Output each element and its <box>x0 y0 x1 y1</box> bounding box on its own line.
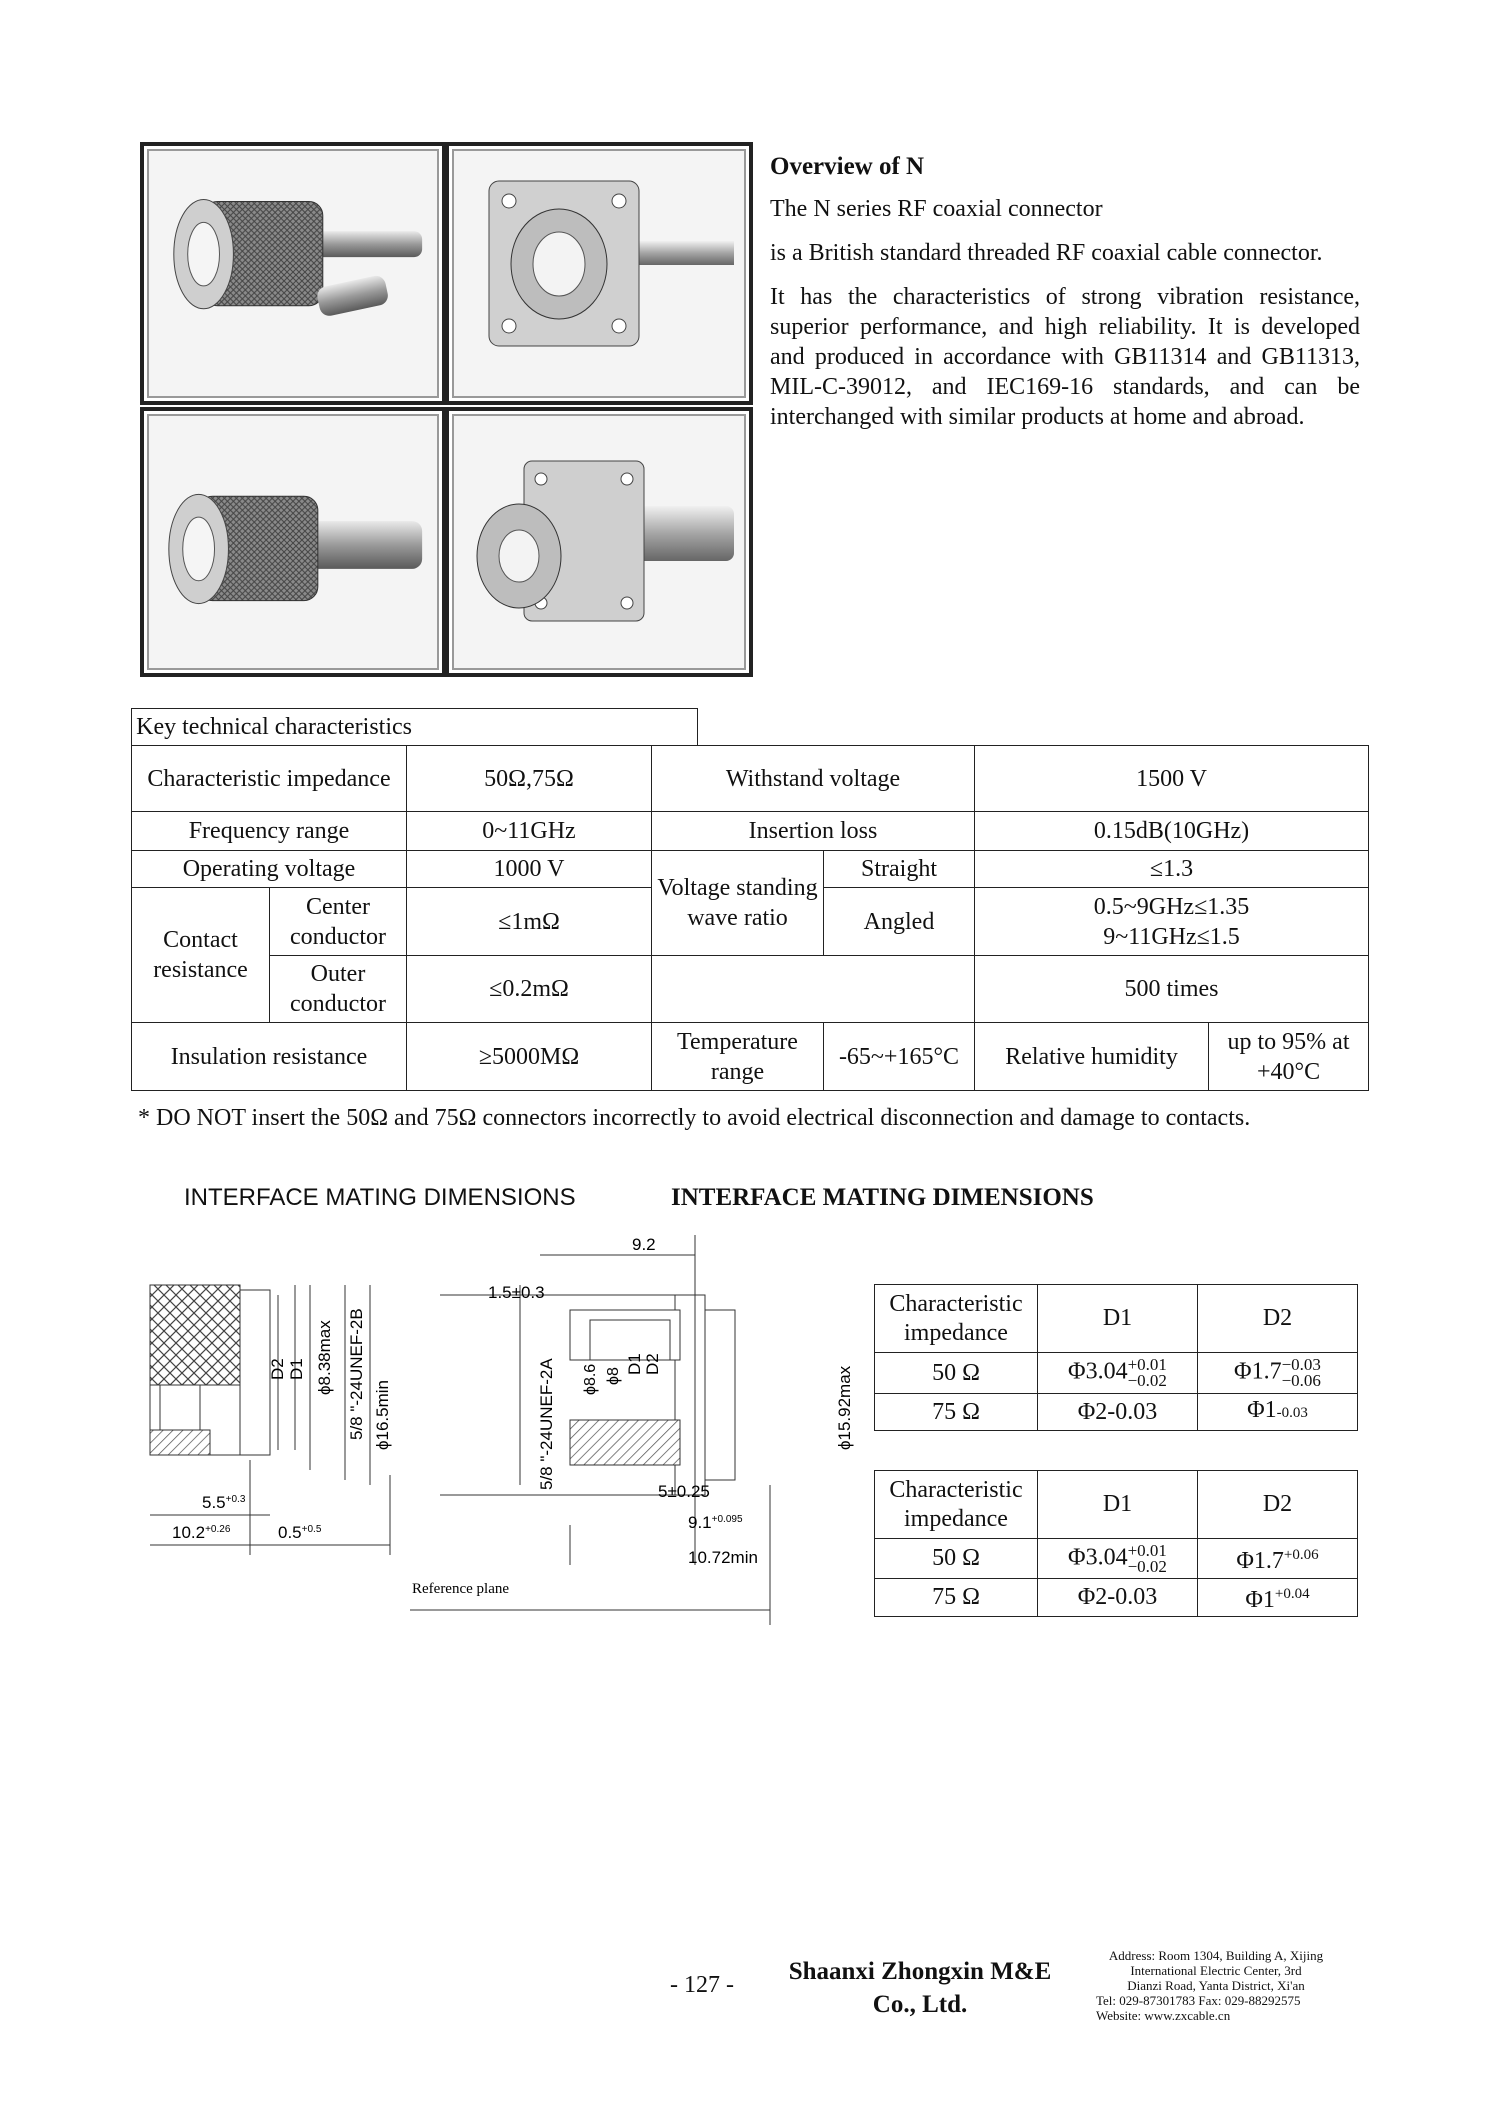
dim-5: 5±0.25 <box>658 1482 710 1501</box>
value-characteristic-impedance: 50Ω,75Ω <box>407 746 652 812</box>
dim-phi1592: ϕ15.92max <box>835 1365 854 1450</box>
dim-table-1-row-75-imp: 75 Ω <box>875 1394 1038 1431</box>
label-straight: Straight <box>824 851 975 888</box>
label-angled: Angled <box>824 888 975 956</box>
value-center-conductor: ≤1mΩ <box>407 888 652 956</box>
dim-d2-right: D2 <box>643 1353 662 1375</box>
dim-table-1-row-50-imp: 50 Ω <box>875 1353 1038 1394</box>
dim-91: $9.1^{+0.095}$ <box>688 1513 743 1532</box>
label-insulation-resistance: Insulation resistance <box>132 1023 407 1091</box>
reference-plane-label: Reference plane <box>412 1581 510 1597</box>
dim-d1-right: D1 <box>625 1353 644 1375</box>
dim-table-1-row-50-d2: Φ1.7−0.03 −0.06 <box>1198 1353 1358 1394</box>
label-temperature-range: Temperature range <box>652 1023 824 1091</box>
value-operating-voltage: 1000 V <box>407 851 652 888</box>
dim-table-1-header-d1: D1 <box>1038 1285 1198 1353</box>
empty-cell <box>652 956 975 1023</box>
value-angled-line-2: 9~11GHz≤1.5 <box>1103 923 1240 950</box>
dim-phi8: ϕ8 <box>605 1367 622 1385</box>
dimension-table-1 <box>874 1284 1358 1431</box>
label-withstand-voltage: Withstand voltage <box>652 746 975 812</box>
dim-table-2-row-75-d1: Φ2-0.03 <box>1038 1579 1198 1617</box>
company-name: Shaanxi Zhongxin M&E Co., Ltd. <box>788 1958 1052 2018</box>
dim-102: $10.2^{+0.26}$ <box>172 1523 231 1542</box>
value-relative-humidity: up to 95% at +40°C <box>1209 1023 1369 1091</box>
dim-table-1-header-d2: D2 <box>1198 1285 1358 1353</box>
key-characteristics-table <box>131 745 1369 1091</box>
dim-table-1-header-impedance: Characteristic impedance <box>875 1285 1038 1353</box>
photo-n-female-flange <box>445 142 753 405</box>
dim-table-2-row-50-d1: Φ3.04+0.01 −0.02 <box>1038 1539 1198 1579</box>
photo-n-male-plug <box>140 142 446 405</box>
dim-table-2-row-75-imp: 75 Ω <box>875 1579 1038 1617</box>
dimension-table-2 <box>874 1470 1358 1617</box>
label-vswr: Voltage standing wave ratio <box>652 851 824 956</box>
dim-d1-left: D1 <box>287 1358 306 1380</box>
dim-1072: 10.72min <box>688 1548 758 1567</box>
dim-phi838: ϕ8.38max <box>315 1320 334 1395</box>
dim-table-2-row-50-imp: 50 Ω <box>875 1539 1038 1579</box>
dim-table-2-row-75-d2: $\Phi 1^{+0.04}$ <box>1198 1579 1358 1617</box>
photo-n-male-clamp <box>140 407 446 677</box>
overview-paragraph-2: is a British standard threaded RF coaxial cable connector. <box>770 240 1323 266</box>
dim-thread-left: 5/8 "-24UNEF-2B <box>347 1308 366 1440</box>
company-address: Address: Room 1304, Building A, Xijing International Electric Center, 3rd Dianzi Road, Yanta District, Xi'an Tel: 029-87301783 Fax: 029-88292575 Website: www.zxcable.cn <box>1096 1948 1324 2023</box>
value-outer-conductor: ≤0.2mΩ <box>407 956 652 1023</box>
dim-table-2-row-50-d2: $\Phi 1.7^{+0.06}$ <box>1198 1539 1358 1579</box>
label-frequency-range: Frequency range <box>132 812 407 851</box>
value-straight: ≤1.3 <box>975 851 1369 888</box>
photo-n-female-flange-clamp <box>445 407 753 677</box>
dim-table-1-row-50-d1: Φ3.04+0.01 −0.02 <box>1038 1353 1198 1394</box>
section-title-right: INTERFACE MATING DIMENSIONS <box>671 1184 1094 1211</box>
label-insertion-loss: Insertion loss <box>652 812 975 851</box>
dim-05: $0.5^{+0.5}$ <box>278 1523 322 1542</box>
dim-table-1-row-75-d2: Φ1-0.03 <box>1198 1394 1358 1431</box>
value-angled <box>975 888 1369 956</box>
label-characteristic-impedance: Characteristic impedance <box>132 746 407 812</box>
left-knurl-body <box>150 1285 240 1385</box>
key-table-title: Key technical characteristics <box>131 708 698 746</box>
value-withstand-voltage: 1500 V <box>975 746 1369 812</box>
page-number: - 127 - <box>670 1972 734 1998</box>
value-durability: 500 times <box>975 956 1369 1023</box>
value-frequency-range: 0~11GHz <box>407 812 652 851</box>
value-angled-line-1: 0.5~9GHz≤1.35 <box>1093 893 1250 920</box>
dim-thread-right: 5/8 "-24UNEF-2A <box>537 1358 556 1490</box>
dim-phi86: ϕ8.6 <box>582 1363 599 1395</box>
label-contact-resistance: Contact resistance <box>132 888 270 1023</box>
label-center-conductor: Center conductor <box>270 888 407 956</box>
dim-phi165: ϕ16.5min <box>373 1379 392 1450</box>
value-temperature-range: -65~+165°C <box>824 1023 975 1091</box>
warning-note: * DO NOT insert the 50Ω and 75Ω connectors incorrectly to avoid electrical disconnection and damage to contacts. <box>138 1105 1251 1131</box>
dim-table-2-header-impedance: Characteristic impedance <box>875 1471 1038 1539</box>
dim-15: 1.5±0.3 <box>488 1283 545 1302</box>
label-relative-humidity: Relative humidity <box>975 1023 1209 1091</box>
overview-paragraph-3: It has the characteristics of strong vibration resistance, superior performance, and high reliability. It is developed and produced in accordance with GB11314 and GB11313, MIL-C-39012, and IEC169-16 standards, and can be interchanged with similar products at home and abroad. <box>770 284 1360 430</box>
dim-table-2-header-d1: D1 <box>1038 1471 1198 1539</box>
overview-section <box>770 152 1360 446</box>
label-operating-voltage: Operating voltage <box>132 851 407 888</box>
value-insertion-loss: 0.15dB(10GHz) <box>975 812 1369 851</box>
dim-55: $5.5^{+0.3}$ <box>202 1493 246 1512</box>
overview-title: Overview of N <box>770 153 925 180</box>
label-outer-conductor: Outer conductor <box>270 956 407 1023</box>
overview-paragraph-1: The N series RF coaxial connector <box>770 196 1103 222</box>
dim-table-2-header-d2: D2 <box>1198 1471 1358 1539</box>
interface-dimension-drawing <box>140 1235 860 1655</box>
dim-d2-left: D2 <box>268 1358 287 1380</box>
section-title-left: INTERFACE MATING DIMENSIONS <box>184 1184 576 1211</box>
dim-table-1-row-75-d1: Φ2-0.03 <box>1038 1394 1198 1431</box>
value-insulation-resistance: ≥5000MΩ <box>407 1023 652 1091</box>
dim-92: 9.2 <box>632 1235 656 1254</box>
